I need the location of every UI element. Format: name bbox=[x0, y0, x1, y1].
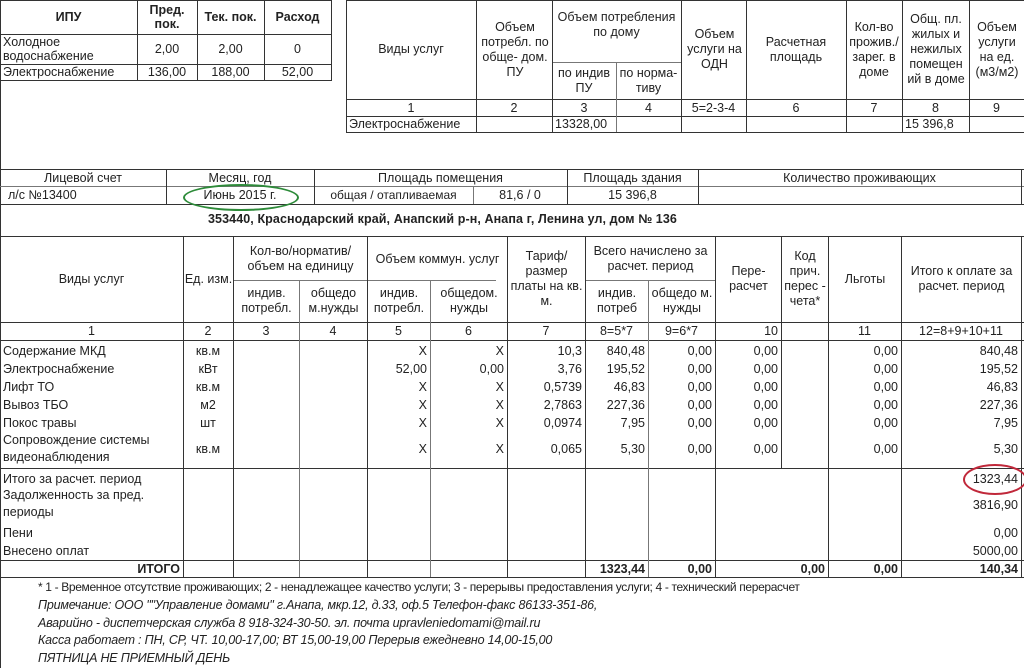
grand-total-value: 140,34 bbox=[979, 561, 1018, 576]
charge-row-vol-common: X bbox=[495, 442, 504, 456]
charge-row-charged-common: 0,00 bbox=[687, 343, 712, 358]
charge-row-tariff: 10,3 bbox=[557, 343, 582, 358]
ipu-row-prev: 136,00 bbox=[147, 65, 187, 79]
charge-row-unit: кв.м bbox=[195, 442, 221, 456]
charge-row-unit: шт bbox=[200, 415, 216, 430]
note-line-4: ПЯТНИЦА НЕ ПРИЕМНЫЙ ДЕНЬ bbox=[38, 651, 231, 665]
note-line-3: Касса работает : ПН, СР, ЧТ. 10,00-17,00; ВТ 15,00-19,00 Перерыв ежедневно 14,00-15,00 bbox=[38, 633, 553, 647]
charges-header-charged-indiv: индив. потреб bbox=[596, 286, 638, 315]
odn-col-number: 1 bbox=[407, 100, 415, 115]
charge-row-vol-common: X bbox=[495, 379, 504, 394]
paid-label: Внесено оплат bbox=[3, 543, 90, 558]
charge-row-charged-common: 0,00 bbox=[687, 415, 712, 430]
odn-header-by-norm: по норма- тиву bbox=[619, 65, 678, 95]
charges-col-number: 10 bbox=[764, 324, 778, 338]
residents-value bbox=[698, 186, 1021, 204]
charge-row-benefits: 0,00 bbox=[873, 379, 898, 394]
odn-header-residents: Кол-во прожив./ зарег. в доме bbox=[849, 19, 899, 79]
charges-header-unit: Ед. изм. bbox=[184, 271, 233, 286]
grand-total-benefits: 0,00 bbox=[873, 561, 898, 576]
charge-row-benefits: 0,00 bbox=[873, 343, 898, 358]
ipu-row-name: Электроснабжение bbox=[3, 65, 115, 79]
odn-header-service: Виды услуг bbox=[378, 42, 444, 56]
charges-col-number: 4 bbox=[329, 324, 337, 338]
charges-header-service: Виды услуг bbox=[58, 271, 125, 286]
ipu-row-prev: 2,00 bbox=[154, 42, 180, 56]
charge-row-service: Вывоз ТБО bbox=[3, 397, 69, 412]
charge-row-unit: кв.м bbox=[195, 379, 221, 394]
charges-header-qty-indiv: индив. потребл. bbox=[241, 286, 292, 315]
odn-col-number: 9 bbox=[993, 100, 1000, 115]
charge-row-tariff: 0,5739 bbox=[543, 379, 582, 394]
charges-header-total: Итого к оплате за расчет. период bbox=[910, 264, 1013, 293]
charge-row-benefits: 0,00 bbox=[873, 415, 898, 430]
charge-row-vol-indiv: X bbox=[418, 442, 427, 456]
charge-row-service: Лифт ТО bbox=[3, 379, 55, 394]
odn-row-common-meter bbox=[476, 116, 552, 132]
charges-col-number: 11 bbox=[858, 324, 871, 338]
paid-value: 5000,00 bbox=[972, 543, 1018, 558]
charge-row-charged-common: 0,00 bbox=[687, 397, 712, 412]
charge-row-recalc: 0,00 bbox=[753, 397, 778, 412]
charge-row-benefits: 0,00 bbox=[873, 442, 898, 456]
charge-row-tariff: 2,7863 bbox=[543, 397, 582, 412]
odn-row-service: Электроснабжение bbox=[349, 117, 461, 131]
charge-row-unit: м2 bbox=[200, 397, 216, 412]
account-header: Лицевой счет bbox=[44, 170, 122, 185]
address: 353440, Краснодарский край, Анапский р-н, Анапа г, Ленина ул, дом № 136 bbox=[208, 212, 677, 226]
charge-row-vol-common: X bbox=[495, 343, 504, 358]
odn-col-number: 2 bbox=[510, 100, 518, 115]
charges-header-benefits: Льготы bbox=[844, 271, 886, 286]
odn-row-unit-volume bbox=[969, 116, 1024, 132]
ipu-header-name: ИПУ bbox=[55, 10, 82, 24]
charge-row-vol-common: 0,00 bbox=[479, 361, 504, 376]
odn-col-number: 8 bbox=[932, 100, 939, 115]
charge-row-recalc: 0,00 bbox=[753, 415, 778, 430]
charge-row-total: 7,95 bbox=[993, 415, 1018, 430]
charges-col-number: 8=5*7 bbox=[599, 324, 634, 338]
debt-label: Задолженность за пред. периоды bbox=[3, 488, 145, 519]
charge-row-vol-indiv: X bbox=[418, 397, 427, 412]
charge-row-recalc: 0,00 bbox=[753, 343, 778, 358]
odn-col-number: 7 bbox=[870, 100, 878, 115]
charges-col-number: 5 bbox=[395, 324, 402, 338]
charge-row-charged-indiv: 5,30 bbox=[620, 442, 645, 456]
charges-col-number: 12=8+9+10+11 bbox=[919, 324, 1003, 338]
charge-row-charged-indiv: 195,52 bbox=[606, 361, 645, 376]
odn-row-by-individual: 13328,00 bbox=[555, 117, 608, 131]
charge-row-unit: кв.м bbox=[195, 343, 221, 358]
period-total-label: Итого за расчет. период bbox=[3, 471, 142, 486]
charge-row-charged-indiv: 46,83 bbox=[613, 379, 645, 394]
charge-row-tariff: 0,0974 bbox=[543, 415, 582, 430]
charge-row-total: 46,83 bbox=[986, 379, 1018, 394]
charge-row-charged-indiv: 840,48 bbox=[606, 343, 645, 358]
building-area-value: 15 396,8 bbox=[608, 188, 657, 202]
charges-col-number: 1 bbox=[88, 324, 95, 338]
ipu-row-curr: 2,00 bbox=[218, 42, 243, 56]
charges-header-vol-group: Объем коммун. услуг bbox=[375, 251, 500, 266]
charge-row-tariff: 0,065 bbox=[550, 442, 582, 456]
charge-row-tariff: 3,76 bbox=[557, 361, 582, 376]
grand-total-label: ИТОГО bbox=[137, 561, 180, 576]
charges-header-qty-common: общедо м.нужды bbox=[308, 286, 359, 315]
period-header: Месяц, год bbox=[208, 170, 272, 185]
building-area-header: Площадь здания bbox=[583, 170, 682, 185]
area-value: 81,6 / 0 bbox=[499, 188, 541, 202]
charge-row-unit: кВт bbox=[198, 361, 218, 376]
charge-row-total: 227,36 bbox=[979, 397, 1018, 412]
charges-col-number: 3 bbox=[262, 324, 270, 338]
note-line-2: Аварийно - диспетчерская служба 8 918-324-30-50. эл. почта upravleniedomami@mail.ru bbox=[38, 616, 541, 630]
charge-row-recalc: 0,00 bbox=[753, 442, 778, 456]
odn-row-odn-volume bbox=[681, 116, 746, 132]
charge-row-vol-indiv: X bbox=[418, 379, 427, 394]
note-line-1: Примечание: ООО ""Управление домами" г.Анапа, мкр.12, д.33, оф.5 Телефон-факс 86133-351-86, bbox=[38, 598, 598, 612]
charge-row-service: Содержание МКД bbox=[3, 343, 106, 358]
charge-row-vol-indiv: 52,00 bbox=[395, 361, 427, 376]
ipu-row-name: Холодное водоснабжение bbox=[3, 35, 94, 63]
ipu-row-curr: 188,00 bbox=[211, 65, 250, 79]
charge-row-service: Сопровождение системы видеонаблюдения bbox=[3, 433, 150, 464]
charge-row-total: 195,52 bbox=[979, 361, 1018, 376]
charge-row-charged-indiv: 227,36 bbox=[606, 397, 645, 412]
ipu-header-usage: Расход bbox=[275, 10, 320, 24]
ipu-header-curr: Тек. пок. bbox=[204, 10, 257, 24]
recalc-codes-footnote: * 1 - Временное отсутствие проживающих; 2 - ненадлежащее качество услуги; 3 - перерывы предоставления услуги; 4 - технический перерасчет bbox=[38, 580, 800, 594]
billing-period: Июнь 2015 г. bbox=[203, 188, 277, 202]
odn-header-house-consumption: Объем потребления по дому bbox=[557, 10, 676, 39]
odn-col-number: 5=2-3-4 bbox=[691, 100, 736, 115]
charge-row-vol-indiv: X bbox=[418, 343, 427, 358]
charges-header-vol-common: общедом. нужды bbox=[440, 286, 498, 315]
odn-row-by-norm bbox=[616, 116, 681, 132]
charge-row-charged-common: 0,00 bbox=[687, 442, 712, 456]
charge-row-total: 840,48 bbox=[979, 343, 1018, 358]
period-total-value: 1323,44 bbox=[972, 471, 1018, 486]
odn-col-number: 4 bbox=[645, 100, 652, 115]
charge-row-vol-indiv: X bbox=[418, 415, 427, 430]
ipu-header-prev: Пред. пок. bbox=[149, 3, 185, 31]
charges-col-number: 2 bbox=[204, 324, 212, 338]
grand-total-charged-indiv: 1323,44 bbox=[599, 561, 645, 576]
charge-row-recalc: 0,00 bbox=[753, 379, 778, 394]
charges-header-tariff: Тариф/ размер платы на кв. м. bbox=[510, 249, 583, 308]
charges-col-number: 6 bbox=[465, 324, 472, 338]
charge-row-benefits: 0,00 bbox=[873, 397, 898, 412]
odn-header-total-area: Общ. пл. жилых и нежилых помещен ий в доме bbox=[907, 12, 965, 86]
odn-header-calc-area: Расчетная площадь bbox=[765, 34, 827, 64]
grand-total-recalc: 0,00 bbox=[800, 561, 825, 576]
residents-header: Количество проживающих bbox=[783, 170, 936, 185]
charge-row-benefits: 0,00 bbox=[873, 361, 898, 376]
charges-header-vol-indiv: индив. потребл. bbox=[373, 286, 425, 315]
odn-header-by-individual: по индив ПУ bbox=[558, 65, 610, 95]
ipu-row-usage: 0 bbox=[294, 42, 301, 56]
ipu-row-usage: 52,00 bbox=[281, 65, 314, 79]
penalty-value: 0,00 bbox=[993, 525, 1018, 540]
grand-total-charged-common: 0,00 bbox=[687, 561, 712, 576]
odn-col-number: 6 bbox=[792, 100, 800, 115]
charge-row-service: Электроснабжение bbox=[3, 361, 115, 376]
charge-row-recalc: 0,00 bbox=[753, 361, 778, 376]
area-type-label: общая / отапливаемая bbox=[330, 188, 457, 202]
charge-row-vol-common: X bbox=[495, 415, 504, 430]
odn-header-common-meter: Объем потребл. по обще- дом. ПУ bbox=[481, 19, 549, 79]
charge-row-service: Покос травы bbox=[3, 415, 77, 430]
room-area-header: Площадь помещения bbox=[378, 170, 503, 185]
charge-row-total: 5,30 bbox=[993, 442, 1018, 456]
charges-header-qty-group: Кол-во/норматив/ объем на единицу bbox=[247, 244, 354, 273]
charge-row-charged-common: 0,00 bbox=[687, 379, 712, 394]
odn-row-residents bbox=[846, 116, 902, 132]
charge-row-vol-common: X bbox=[495, 397, 504, 412]
odn-col-number: 3 bbox=[580, 100, 588, 115]
charges-header-recalc-code: Код прич. перес - чета* bbox=[784, 249, 826, 308]
odn-header-odn-volume: Объем услуги на ОДН bbox=[687, 27, 742, 71]
odn-row-calc-area bbox=[746, 116, 846, 132]
odn-row-total-area: 15 396,8 bbox=[905, 117, 954, 131]
charges-header-charged-common: общедо м. нужды bbox=[651, 286, 713, 315]
charges-col-number: 7 bbox=[542, 324, 550, 338]
charge-row-charged-indiv: 7,95 bbox=[620, 415, 645, 430]
penalty-label: Пени bbox=[3, 525, 33, 540]
odn-header-unit-volume: Объем услуги на ед. (м3/м2) bbox=[975, 19, 1019, 79]
charges-col-number: 9=6*7 bbox=[664, 324, 699, 338]
charge-row-charged-common: 0,00 bbox=[687, 361, 712, 376]
account-number: л/с №13400 bbox=[8, 188, 77, 202]
charges-header-charged-group: Всего начислено за расчет. период bbox=[593, 244, 708, 273]
charges-header-recalc: Пере- расчет bbox=[729, 264, 768, 293]
debt-value: 3816,90 bbox=[972, 497, 1018, 512]
